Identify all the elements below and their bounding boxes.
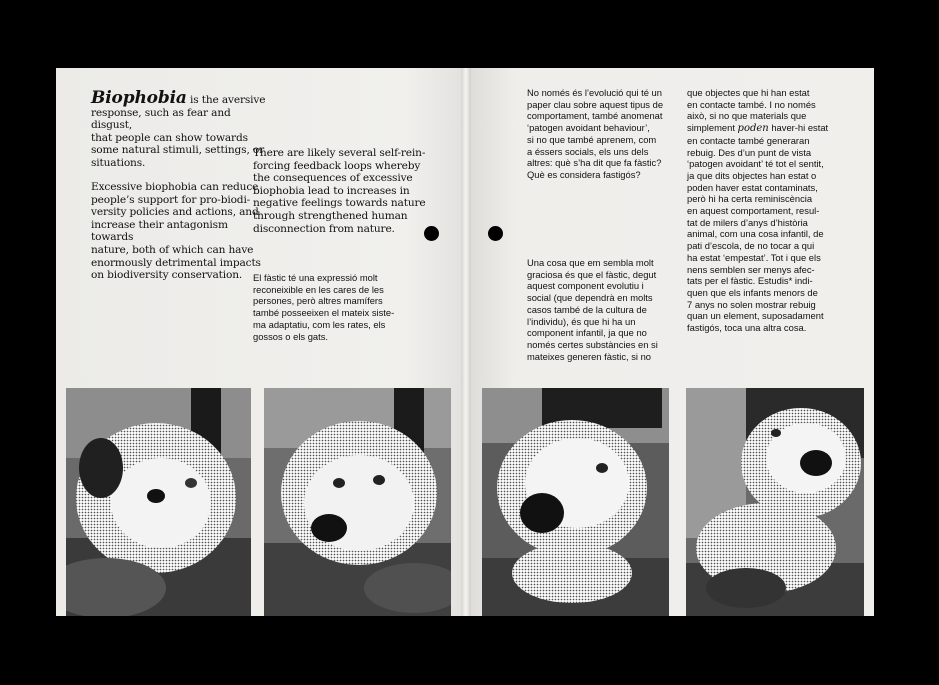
binding-gutter [461, 68, 471, 616]
feedback-loops-paragraph: There are likely several self-rein- forcing feedback loops whereby the consequences of excessive biophobia lead to increases in negative feelings towards nature through strengthened human disconnection from nature. [253, 147, 426, 235]
intro-paragraph: Biophobia is the aversive response, such as fear and disgust, that people can show towards some natural stimuli, settings, or situations. [91, 88, 266, 169]
fastic-paragraph: El fàstic té una expressió molt reconeixible en les cares de les persones, però altres mamífers també posseeixen el mateix siste- ma adaptatiu, com les rates, els gossos o els gats. [253, 272, 395, 342]
biophobia-heading: Biophobia [91, 88, 187, 108]
biophobia-impact-paragraph: Excessive biophobia can reduce people’s support for pro-biodi- versity policies and actions, and increase their antagonism towards nature, both of which can have enormously detrimental impacts on biodiversity conservation. [91, 181, 261, 282]
evolucio-paragraph: No només és l’evolució qui té un paper clau sobre aquest tipus de comportament, també anomenat ‘patogen avoidant behaviour’, si no que també aprenem, com a éssers socials, els uns dels altres: què s’ha dit que fa fàstic? Què es considera fastigós? [527, 87, 664, 180]
dog-photo-4 [686, 388, 864, 616]
dog-photo-2 [264, 388, 451, 616]
cosa-graciosa-paragraph: Una cosa que em sembla molt graciosa és que el fàstic, degut aquest component evolutiu i social (que dependrà en molts casos també de la cultura de l’individu), és que hi ha un component infantil, ja que no només certes substàncies en si mateixes generen fàstic, si no [527, 257, 658, 362]
zine-spread [56, 68, 874, 616]
poden-italic: poden [737, 123, 769, 135]
punch-hole [424, 226, 439, 241]
dog-photo-3 [482, 388, 669, 616]
objectes-paragraph: que objectes que hi han estat en contacte també. I no només això, si no que materials que simplement poden haver-hi estat en contacte també generaran rebuig. Des d’un punt de vista ‘patogen avoidant’ té tot el sentit, ja que dits objectes han estat o poden haver estat contaminats, però hi ha certa reminiscència en aquest comportament, resul- tat de milers d’anys d’història animal, com una cosa infantil, de pati d’escola, de no tocar a qui ha estat ‘empestat’. Tot i que els nens semblen ser menys afec- tats per el fàstic. Estudis* indi- quen que els infants menors de 7 anys no solen mostrar rebuig quan un element, suposadament fastigós, toca una altra cosa. [687, 87, 829, 334]
dog-photo-1 [66, 388, 251, 616]
punch-hole [488, 226, 503, 241]
